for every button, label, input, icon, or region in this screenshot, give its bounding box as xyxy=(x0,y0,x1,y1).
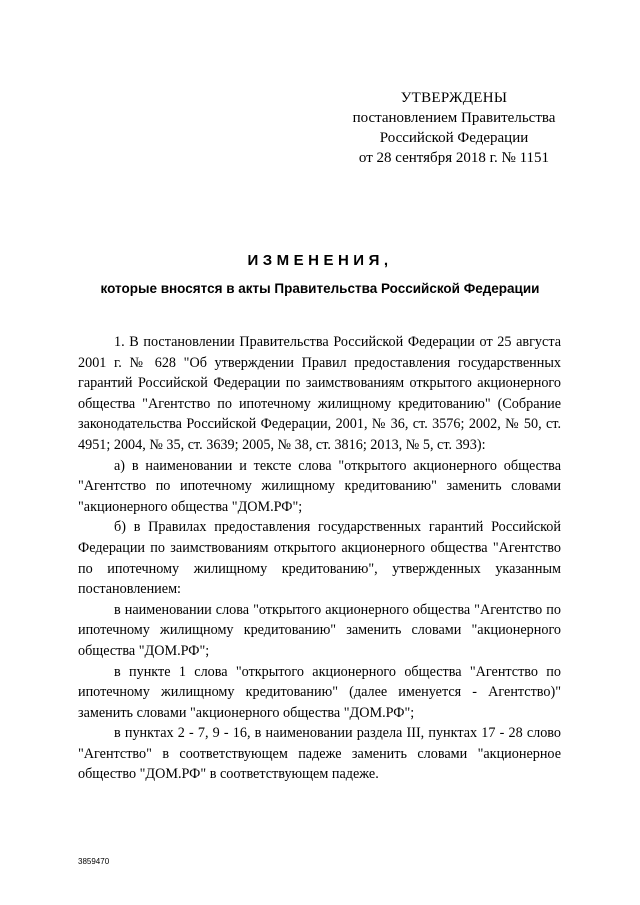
approval-line-2: Российской Федерации xyxy=(379,130,529,146)
paragraph-5: в пункте 1 слова "открытого акционерного общества "Агентство по ипотечному жилищному кредитованию" (далее именуется - Агентство)" заменить словами "акционерного общества "ДОМ.РФ"; xyxy=(78,663,561,721)
document-subtitle: которые вносятся в акты Правительства Российской Федерации xyxy=(100,281,540,296)
paragraph-1: 1. В постановлении Правительства Российской Федерации от 25 августа 2001 г. № 628 "Об утверждении Правил предоставления государственных гарантий Российской Федерации по заимствованиям открытого акционерного общества "Агентство по ипотечному жилищному кредитованию" (Собрание законодательства Российской Федерации, 2001, № 36, ст. 3576; 2002, № 50, ст. 4951; 2004, № 35, ст. 3639; 2005, № 38, ст. 3816; 2013, № 5, ст. 393): xyxy=(78,334,561,453)
approval-line-3: от 28 сентября 2018 г. № 1151 xyxy=(358,150,550,166)
approval-stamp xyxy=(344,88,564,168)
paragraph-4: в наименовании слова "открытого акционерного общества "Агентство по ипотечному жилищному кредитованию" заменить словами "акционерного общества "ДОМ.РФ"; xyxy=(78,601,561,659)
paragraph-3: б) в Правилах предоставления государственных гарантий Российской Федерации по заимствованиям открытого акционерного общества "Агентство по ипотечному жилищному кредитованию", утвержденных указанным постановлением: xyxy=(78,519,561,598)
document-body xyxy=(78,332,561,785)
document-code: 3859470 xyxy=(78,857,110,866)
paragraph-6: в пунктах 2 - 7, 9 - 16, в наименовании раздела III, пунктах 17 - 28 слово "Агентство" в соответствующем падеже заменить словами "акционерное общество "ДОМ.РФ" в соответствующем падеже. xyxy=(78,725,561,783)
paragraph-2: а) в наименовании и тексте слова "открытого акционерного общества "Агентство по ипотечному жилищному кредитованию" заменить словами "акционерного общества "ДОМ.РФ"; xyxy=(78,457,561,515)
document-title: ИЗМЕНЕНИЯ, xyxy=(247,252,393,269)
approval-line-1: постановлением Правительства xyxy=(352,110,556,126)
approval-title: УТВЕРЖДЕНЫ xyxy=(400,90,508,106)
